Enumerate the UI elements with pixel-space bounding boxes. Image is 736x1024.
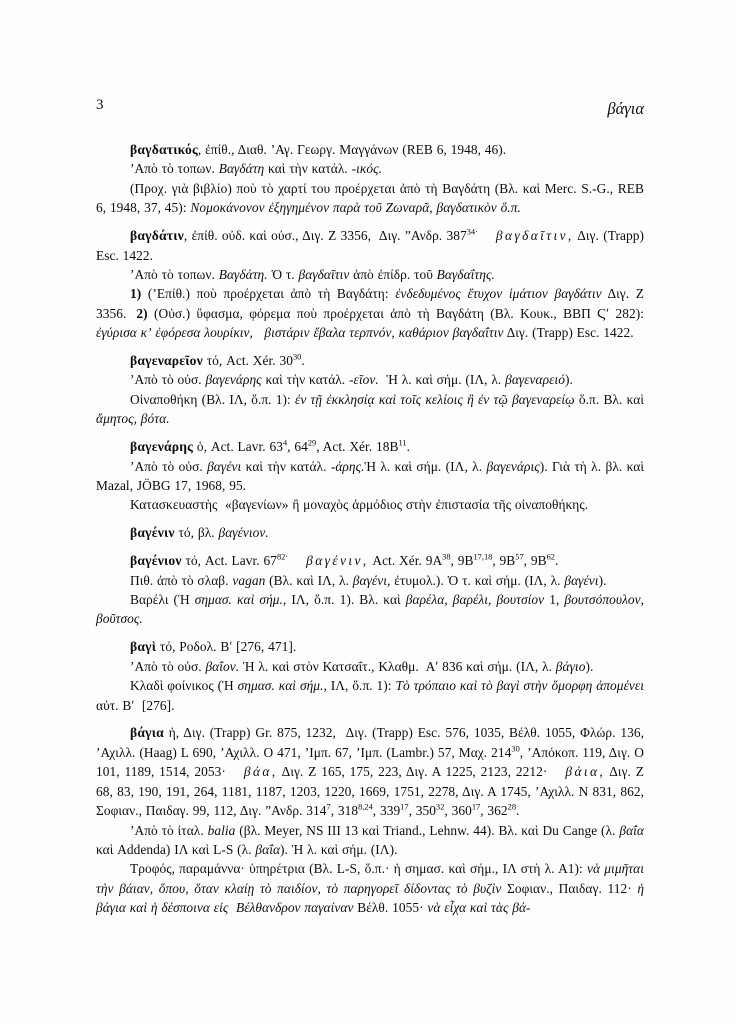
etymology-line: ʼΑπὸ τὸ οὐσ. βαγένι καὶ τὴν κατάλ. -άρης.Ἡ λ. καὶ σήμ. (ΙΛ, λ. βαγενάρις). Γιὰ τὴ λ. βλ. καὶ Mazal, JÖBG 17, 1968, 95.: [96, 458, 644, 493]
italic-note: σημασ. καὶ σήμ.,: [237, 678, 327, 694]
reference-superscript: 34·: [466, 227, 478, 237]
headword-line-rest: , ἐπίθ. οὐδ. καὶ οὐσ., Διγ. Ζ 3356, Διγ. ˮΑνδρ. $387^{34\cdot}$: [183, 227, 478, 244]
citation-quote: νὰ εἶχα καὶ τὰς βά-: [427, 900, 531, 916]
sense-list: 1) (ʼΕπίθ.) ποὺ προέρχεται ἀπὸ τὴ Βαγδάτη: ἐνδεδυμένος ἔτυχον ἱμάτιον βαγδάτιν Διγ. Ζ 3356. 2) (Οὐσ.) ὕφασμα, φόρεμα ποὺ προέρχεται ἀπὸ τὴ Βαγδάτη (Βλ. Κουκ., ΒΒΠ Ϛʹ 282): ἐγύρισα κʼ ἐφόρεσα λουρίκιν, βιστάριν ἔβαλα τερπνόν, καθάριον βαγδαΐτιν Διγ. (Trapp) Esc. 1422.: [96, 286, 644, 341]
entry-headword-line: [96, 637, 644, 656]
reference-superscript: 30: [292, 352, 302, 362]
italic-form: βαγδαῖτιν: [298, 266, 350, 282]
sense-number: 2): [136, 305, 148, 321]
dictionary-entry-bagenion: [96, 551, 644, 629]
headword-line-rest: τό, Act. Xér. $30^{30}$.: [202, 352, 305, 369]
entry-separator: [96, 429, 644, 438]
headword-line-rest: τό, Act. Lavr. $67^{82\cdot}$: [181, 552, 289, 569]
sense-number: 1): [130, 286, 142, 302]
dictionary-entry-bagenaris: [96, 437, 644, 515]
headword: βαγένιον: [130, 553, 182, 569]
headword-line-rest: τό, Ροδολ. Βʹ [276, 471].: [156, 639, 297, 655]
reference-superscript: 17: [471, 802, 481, 812]
headword-line-rest: , ἐπίθ., Διαθ. ʼΑγ. Γεωργ. Μαγγάνων (REB 6, 1948, 46).: [197, 142, 507, 157]
citation-quote: Τὸ τρόπαιο καὶ τὸ βαγὶ στὴν ὅμορφη ἀπομένει: [395, 678, 644, 694]
italic-form: βαΐα: [255, 841, 281, 857]
italic-form: βαΐον.: [205, 658, 240, 674]
italic-form: vagan: [232, 572, 266, 588]
text-column: [96, 140, 644, 918]
headword: βαγὶ: [130, 639, 157, 655]
entry-separator: [96, 515, 644, 524]
citation-quote: ἐγύρισα κʼ ἐφόρεσα λουρίκιν, βιστάριν ἔβαλα τερπνόν, καθάριον βαγδαΐτιν: [96, 325, 504, 341]
definition-line: Κλαδὶ φοίνικος (Ἡ σημασ. καὶ σήμ., ΙΛ, ὅ.π. 1): Τὸ τρόπαιο καὶ τὸ βαγὶ στὴν ὅμορφη ἀπομένει αὐτ. Βʹ [276].: [96, 678, 644, 713]
variant-form: βάια,: [565, 764, 606, 780]
headword-line-rest: ἡ, Διγ. (Trapp) Gr. 875, 1232, Διγ. (Trapp) Esc. 576, 1035, Βέλθ. 1055, Φλώρ. 136, ʼΑχιλλ. (Haag) L 690, ʼΑχιλλ. Ο 471, ʼΙμπ. 67, ʼΙμπ. (Lambr.) 57, Μαχ. $214^{30}$, ʼΑπόκοπ. 119, Διγ. Ο 101, 1189, 1514, 2053·: [96, 725, 644, 780]
variant-source: Διγ. Ζ 68, 83, 190, 191, 264, 1181, 1187, 1203, 1220, 1669, 1751, 2278, Διγ. Α 1745, ʼΑχιλλ. Ν 831, 862, Σοφιαν., Παιδαγ. 99, 112, Διγ. ˮΑνδρ. $314^7$, 318$^{8,24}$, $339^{17}$, $350^{32}$, $360^{17}$, $362^{28}$.: [96, 764, 645, 819]
definition-line: Κατασκευαστὴς «βαγενίων» ἢ μοναχὸς ἁρμόδιος στὴν ἐπιστασία τῆς οἰναποθήκης.: [130, 497, 589, 513]
entry-headword-line: [96, 140, 644, 159]
italic-form: Βαγδάτη.: [218, 266, 268, 282]
dictionary-entry-bagi: [96, 637, 644, 715]
headword-line-rest: ὁ, Act. Lavr. $63^4$, $64^{29}$, Act. Xér. $18B^{11}$.: [193, 438, 410, 455]
variant-source: Διγ. (Trapp) Esc. 1422.: [96, 228, 644, 263]
entry-separator: [96, 715, 644, 724]
entry-separator: [96, 629, 644, 638]
italic-suffix: -εῖον.: [349, 372, 379, 388]
headword-line-rest: τό, βλ.: [174, 525, 219, 541]
reference-superscript: 17,18: [473, 552, 493, 562]
definition-line: (Προχ. γιὰ βιβλίο) ποὺ τὸ χαρτί του προέρχεται ἀπὸ τὴ Βαγδάτη (Βλ. καὶ Merc. S.-G., REB 6, 1948, 37, 45): Νομοκάνονον ἐξηγημένον παρὰ τοῦ Ζωναρᾶ, βαγδατικὸν ὅ.π.: [96, 180, 644, 216]
running-head: βάγια: [607, 99, 644, 118]
citation-quote: νὰ μιμῆται τὴν βάιαν, ὅπου, ὅταν κλαίῃ τὸ παιδίον, τὸ παρηγορεῖ δίδοντας τὸ βυζὶν: [96, 861, 644, 896]
italic-note: σημασ. καὶ σήμ.,: [194, 592, 287, 608]
headword: βαγδατικός: [130, 142, 198, 157]
reference-superscript: 17: [400, 802, 409, 812]
headword: βαγδάτιν: [130, 228, 184, 244]
entry-separator: [96, 543, 644, 552]
italic-form: Βαγδαΐτης.: [436, 266, 495, 282]
headword: βάγια: [130, 725, 164, 741]
variant-source: Διγ. Ζ 165, 175, 223, Διγ. Α 1225, 2123, 2212·: [277, 764, 548, 780]
italic-form: Βαγδάτη: [218, 161, 265, 177]
italic-form: βαγεναρειό: [505, 372, 565, 388]
italic-form: βαγενάρις: [486, 458, 540, 474]
reference-superscript: 11: [398, 438, 407, 448]
cross-reference: βαγένιον.: [218, 525, 269, 541]
citation-quote: ἐνδεδυμένος ἔτυχον ἱμάτιον βαγδάτιν: [395, 286, 602, 302]
reference-superscript: 4: [282, 438, 288, 448]
page-number: 3: [96, 97, 104, 113]
citation-quote: ἡ βάγια καὶ ἡ δέσποινα εἰς Βέλθανδρον παγαίναν: [96, 880, 645, 916]
headword: βαγένιν: [130, 525, 175, 541]
page-header: [96, 96, 644, 118]
italic-suffix: -ικός.: [351, 161, 383, 177]
reference-superscript: 7: [326, 802, 331, 812]
entry-headword-line: [96, 723, 644, 820]
italic-form: βαγενάρης: [205, 372, 262, 388]
entry-headword-line: [96, 523, 644, 542]
entry-separator: [96, 218, 644, 227]
variant-form: βάα,: [243, 764, 278, 780]
etymology-line: ʼΑπὸ τὸ οὐσ. βαγενάρης καὶ τὴν κατάλ. -εῖον. Ἡ λ. καὶ σήμ. (ΙΛ, λ. βαγεναρειό).: [130, 372, 573, 388]
variant-form: βαγδαῖτιν,: [495, 228, 574, 244]
dictionary-entry-bagenin: [96, 523, 644, 542]
reference-superscript: 8,24: [358, 802, 373, 812]
etymology-line: ʼΑπὸ τὸ τοπων. Βαγδάτη καὶ τὴν κατάλ. -ικός.: [130, 161, 383, 177]
reference-superscript: 38: [442, 552, 451, 562]
italic-form: βαΐα: [619, 822, 644, 838]
dictionary-entry-bagenareion: [96, 351, 644, 429]
reference-superscript: 29: [307, 438, 317, 448]
italic-form: βαγένι: [564, 572, 599, 588]
entry-headword-line: [96, 437, 644, 456]
definition-line: Βαρέλι (Ἡ σημασ. καὶ σήμ., ΙΛ, ὅ.π. 1). Βλ. καὶ βαρέλα, βαρέλι, βουτσίον 1, βουτσόπουλον, βοῦτσος.: [96, 592, 645, 627]
reference-superscript: 32: [436, 802, 445, 812]
variant-source: Act. Xér. $9A^{38}$, $9B^{17,18}$, $9B^{57}$, $9B^{62}$.: [368, 552, 559, 569]
definition-line: Οἰναποθήκη (Βλ. ΙΛ, ὅ.π. 1): ἐν τῇ ἐκκλησίᾳ καὶ τοῖς κελίοις ἢ ἐν τῷ βαγεναρείῳ ὅ.π. Βλ. καὶ ἄμητος, βότα.: [96, 391, 644, 427]
etymology-line: ʼΑπὸ τὸ οὐσ. βαΐον. Ἡ λ. καὶ στὸν Κατσαΐτ., Κλαθμ. Αʹ 836 καὶ σήμ. (ΙΛ, λ. βάγιο).: [130, 658, 594, 674]
dictionary-entry-bagia: [96, 723, 644, 917]
definition-line: Τροφός, παραμάννα· ὑπηρέτρια (Βλ. L-S, ὅ.π.· ἡ σημασ. καὶ σήμ., ΙΛ στὴ λ. Α1): νὰ μιμῆται τὴν βάιαν, ὅπου, ὅταν κλαίῃ τὸ παιδίον, τὸ παρηγορεῖ δίδοντας τὸ βυζὶν Σοφιαν., Παιδαγ. 112· ἡ βάγια καὶ ἡ δέσποινα εἰς Βέλθανδρον παγαίναν Βέλθ. 1055· νὰ εἶχα καὶ τὰς βά-: [96, 861, 645, 916]
entry-separator: [96, 343, 644, 352]
italic-form: βαγένι: [207, 458, 242, 474]
citation-quote: Νομοκάνονον ἐξηγημένον παρὰ τοῦ Ζωναρᾶ, βαγδατικὸν ὅ.π.: [190, 200, 521, 216]
cross-reference: βαρέλα, βαρέλι, βουτσίον: [405, 592, 545, 608]
reference-superscript: 82·: [276, 552, 289, 562]
etymology-line: ʼΑπὸ τὸ τοπων. Βαγδάτη. Ὁ τ. βαγδαῖτιν ἀπὸ ἐπίδρ. τοῦ Βαγδαΐτης.: [130, 266, 495, 282]
italic-form: balia: [207, 822, 236, 838]
italic-suffix: -άρης.: [330, 458, 365, 474]
headword: βαγενάρης: [130, 439, 194, 455]
italic-form: βάγιο: [555, 658, 586, 674]
italic-form: βαγένι,: [352, 572, 391, 588]
dictionary-entry-bagdatikos: [96, 140, 644, 218]
reference-superscript: 30: [511, 744, 520, 754]
entry-headword-line: [96, 351, 644, 370]
reference-superscript: 57: [515, 552, 524, 562]
citation-quote: ἐν τῇ ἐκκλησίᾳ καὶ τοῖς κελίοις ἢ ἐν τῷ βαγεναρείῳ: [295, 391, 575, 407]
entry-headword-line: [96, 226, 644, 265]
entry-headword-line: [96, 551, 644, 570]
etymology-line: ʼΑπὸ τὸ ἰταλ. balia (βλ. Meyer, NS III 13 καὶ Triand., Lehnw. 44). Βλ. καὶ Du Cange (λ. βαΐα καὶ Addenda) ΙΛ καὶ L-S (λ. βαΐα). Ἡ λ. καὶ σήμ. (ΙΛ).: [96, 822, 644, 857]
etymology-line: Πιθ. ἀπὸ τὸ σλαβ. vagan (Βλ. καὶ ΙΛ, λ. βαγένι, ἐτυμολ.). Ὁ τ. καὶ σήμ. (ΙΛ, λ. βαγένι).: [130, 572, 607, 588]
reference-superscript: 62: [546, 552, 555, 562]
headword: βαγεναρεῖον: [130, 353, 203, 369]
dictionary-entry-bagdatin: [96, 226, 644, 342]
variant-form: βαγένιν,: [306, 553, 369, 569]
reference-superscript: 28: [507, 802, 517, 812]
cross-reference: βουτσόπουλον, βοῦτσος.: [96, 592, 645, 627]
cross-reference: ἄμητος, βότα.: [96, 411, 170, 427]
